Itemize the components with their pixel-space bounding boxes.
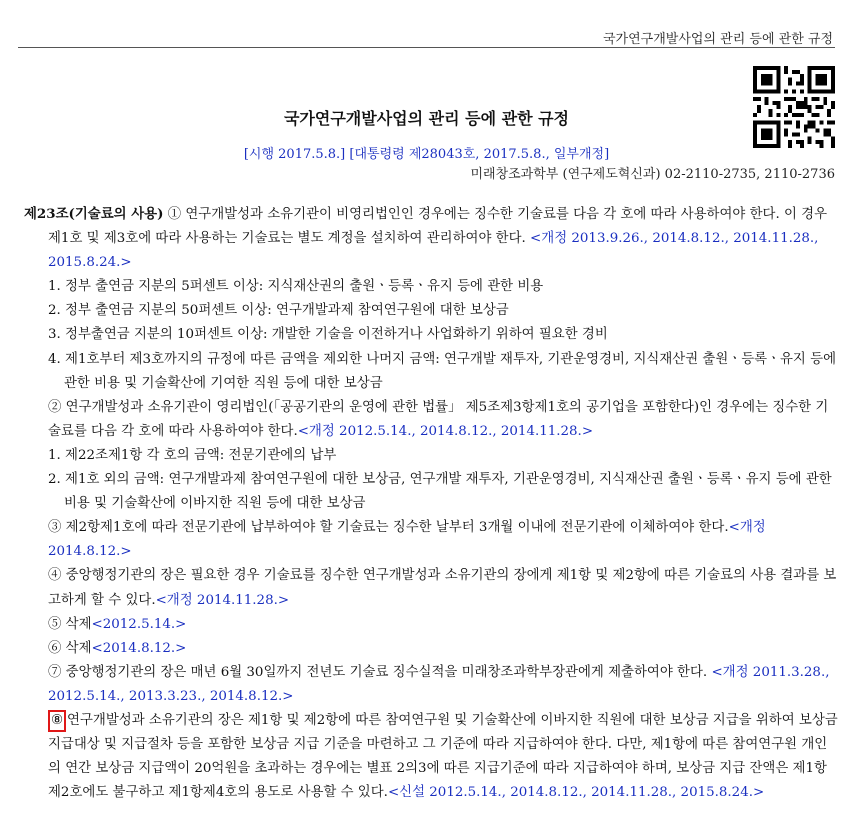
paragraph-6 (24, 637, 839, 661)
enforcement-info[interactable]: [시행 2017.5.8.] [대통령령 제28043호, 2017.5.8., 일부개정] (243, 147, 610, 162)
paragraph-2-amendment[interactable]: <개정 2012.5.14., 2014.8.12., 2014.11.28.> (297, 423, 594, 439)
paragraph-3-amendment[interactable]: <개정 2014.8.12.> (48, 520, 766, 560)
paragraph-8-marker: ⑧ (48, 710, 66, 732)
paragraph-5 (24, 613, 839, 637)
paragraph-6-text: ⑥ 삭제 (48, 640, 92, 656)
paragraph-8-text: 연구개발성과 소유기관의 장은 제1항 및 제2항에 따른 참여연구원 및 기술확산에 이바지한 직원에 대한 보상금 지급을 위하여 보상금 지급대상 및 지급절차 등을 포함한 보상금 지급 기준을 마련하고 그 기준에 따라 지급하여야 한다. 다만, 제1항에 따른 참여연구원 개인의 연간 보상금 지급액이 20억원을 초과하는 경우에는 별표 2의3에 따른 지급기준에 따라 지급하여야 하며, 보상금 지급 잔액은 제1항제2호에도 불구하고 제1항제4호의 용도로 사용할 수 있다. (48, 712, 838, 801)
paragraph-8-amendment[interactable]: <신설 2012.5.14., 2014.8.12., 2014.11.28., 2015.8.24.> (387, 785, 765, 801)
p1-item-2: 2. 정부 출연금 지분의 50퍼센트 이상: 연구개발과제 참여연구원에 대한 보상금 (48, 303, 509, 319)
running-header-title: 국가연구개발사업의 관리 등에 관한 규정 (602, 32, 833, 47)
paragraph-3-text: ③ 제2항제1호에 따라 전문기관에 납부하여야 할 기술료는 징수한 날부터 3개월 이내에 전문기관에 이체하여야 한다. (48, 520, 729, 536)
paragraph-7 (24, 661, 839, 709)
paragraph-7-text: ⑦ 중앙행정기관의 장은 매년 6월 30일까지 전년도 기술료 징수실적을 미래창조과학부장관에게 제출하여야 한다. (48, 664, 708, 680)
paragraph-6-amendment[interactable]: <2014.8.12.> (91, 640, 187, 656)
paragraph-2 (24, 396, 839, 444)
paragraph-2-text: ② 연구개발성과 소유기관이 영리법인(「공공기관의 운영에 관한 법률」 제5조제3항제1호의 공기업을 포함한다)인 경우에는 징수한 기술료를 다음 각 호에 따라 사용하여야 한다. (48, 399, 829, 439)
paragraph-1-text: ① 연구개발성과 소유기관이 비영리법인인 경우에는 징수한 기술료를 다음 각 호에 따라 사용하여야 한다. 이 경우 제1호 및 제3호에 따라 사용하는 기술료는 별도 계정을 설치하여 관리하여야 한다. (48, 207, 828, 247)
paragraph-5-amendment[interactable]: <2012.5.14.> (91, 616, 187, 632)
paragraph-3 (24, 516, 839, 564)
paragraph-5-text: ⑤ 삭제 (48, 616, 92, 632)
article-23 (24, 202, 839, 805)
p1-item-3: 3. 정부출연금 지분의 10퍼센트 이상: 개발한 기술을 이전하거나 사업화하기 위하여 필요한 경비 (48, 327, 608, 343)
paragraph-4-text: ④ 중앙행정기관의 장은 필요한 경우 기술료를 징수한 연구개발성과 소유기관의 장에게 제1항 및 제2항에 따른 기술료의 사용 결과를 보고하게 할 수 있다. (48, 568, 837, 608)
p2-item-2: 2. 제1호 외의 금액: 연구개발과제 참여연구원에 대한 보상금, 연구개발 재투자, 기관운영경비, 지식재산권 출원ㆍ등록ㆍ유지 등에 관한 비용 및 기술확산에 이바지한 직원 등에 대한 보상금 (48, 472, 832, 512)
article-heading: 제23조(기술료의 사용) (24, 206, 164, 222)
paragraph-8 (24, 709, 839, 805)
paragraph-4 (24, 564, 839, 612)
p2-item-1: 1. 제22조제1항 각 호의 금액: 전문기관에의 납부 (48, 447, 337, 463)
paragraph-7-amendment[interactable]: <개정 2011.3.28., 2012.5.14., 2013.3.23., 2014.8.12.> (48, 664, 830, 704)
paragraph-4-amendment[interactable]: <개정 2014.11.28.> (155, 592, 290, 608)
p1-item-1: 1. 정부 출연금 지분의 5퍼센트 이상: 지식재산권의 출원ㆍ등록ㆍ유지 등에 관한 비용 (48, 279, 544, 295)
paragraph-1 (24, 202, 839, 275)
header-divider (18, 47, 835, 48)
ministry-contact: 미래창조과학부 (연구제도혁신과) 02-2110-2735, 2110-2736 (470, 167, 835, 182)
p1-item-4: 4. 제1호부터 제3호까지의 규정에 따른 금액을 제외한 나머지 금액: 연구개발 재투자, 기관운영경비, 지식재산권 출원ㆍ등록ㆍ유지 등에 관한 비용 및 기술확산에 기여한 직원 등에 대한 보상금 (48, 351, 836, 391)
document-title: 국가연구개발사업의 관리 등에 관한 규정 (283, 109, 570, 128)
paragraph-1-amendment[interactable]: <개정 2013.9.26., 2014.8.12., 2014.11.28., 2015.8.24.> (48, 231, 819, 271)
